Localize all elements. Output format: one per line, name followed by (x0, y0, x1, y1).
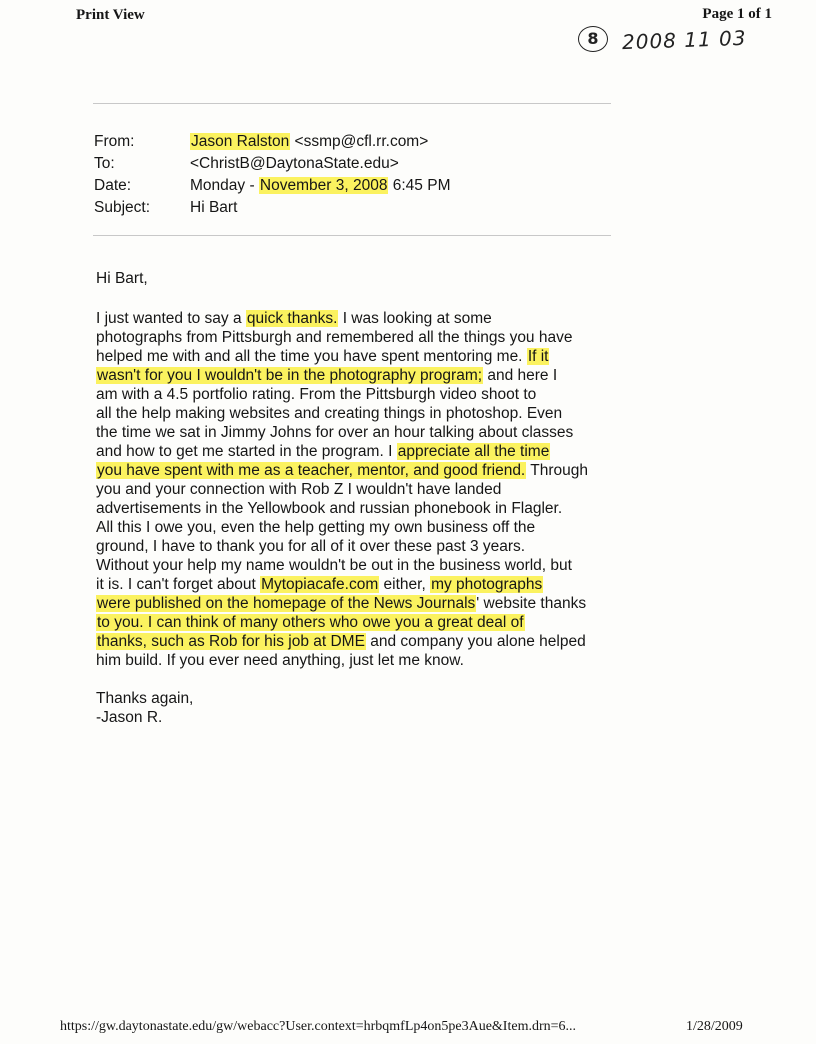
highlight: you have spent with me as a teacher, mentor, and good friend. (97, 462, 526, 479)
body-line: All this I owe you, even the help getting my own business off the (96, 519, 536, 536)
body-line (96, 632, 616, 651)
date-time: 6:45 PM (388, 177, 451, 194)
print-view-label: Print View (76, 7, 145, 23)
handwritten-date: 2008 11 03 (621, 25, 747, 55)
greeting: Hi Bart, (96, 270, 148, 287)
highlight: quick thanks. (246, 310, 338, 327)
email-headers (94, 131, 450, 219)
highlight: thanks, such as Rob for his job at DME (97, 633, 365, 650)
highlight: If it (527, 348, 549, 365)
text: and how to get me started in the program. I (96, 443, 397, 460)
footer-date: 1/28/2009 (686, 1019, 743, 1034)
body-line (96, 575, 616, 594)
body-line: am with a 4.5 portfolio rating. From the Pittsburgh video shoot to (96, 386, 537, 403)
date-value (190, 175, 450, 197)
text: either, (379, 576, 431, 593)
from-label: From: (94, 133, 135, 150)
body-line (96, 442, 616, 461)
body-line (96, 309, 616, 328)
body-line: photographs from Pittsburgh and remembered all the things you have (96, 329, 573, 346)
body-line (96, 366, 616, 385)
from-address: <ssmp@cfl.rr.com> (290, 133, 429, 150)
page-number: Page 1 of 1 (702, 6, 772, 22)
highlight: to you. I can think of many others who owe you a great deal of (97, 614, 524, 631)
footer-url: https://gw.daytonastate.edu/gw/webacc?User.context=hrbqmfLp4on5pe3Aue&Item.drn=6... (60, 1019, 577, 1034)
handwritten-annotation (578, 26, 778, 60)
text: I was looking at some (338, 310, 492, 327)
to-label: To: (94, 155, 115, 172)
subject-value: Hi Bart (190, 199, 238, 216)
circled-number: 8 (578, 26, 608, 52)
date-row (94, 175, 450, 197)
body-line (96, 461, 616, 480)
email-body (96, 309, 616, 670)
highlight: appreciate all the time (397, 443, 550, 460)
from-value (190, 131, 428, 153)
to-row (94, 153, 450, 175)
text: Through (526, 462, 589, 479)
date-label: Date: (94, 177, 132, 194)
body-line: him build. If you ever need anything, just let me know. (96, 652, 464, 669)
body-line: Without your help my name wouldn't be out in the business world, but (96, 557, 572, 574)
text: I just wanted to say a (96, 310, 246, 327)
body-line: you and your connection with Rob Z I wouldn't have landed (96, 481, 502, 498)
from-name: Jason Ralston (191, 133, 290, 150)
body-line: the time we sat in Jimmy Johns for over an hour talking about classes (96, 424, 574, 441)
signoff-name: -Jason R. (96, 709, 163, 726)
subject-label: Subject: (94, 199, 151, 216)
text: it is. I can't forget about (96, 576, 261, 593)
highlight: my photographs (431, 576, 543, 593)
highlight: were published on the homepage of the News Journals (97, 595, 476, 612)
text: and here I (483, 367, 558, 384)
body-line (96, 594, 616, 613)
text: helped me with and all the time you have spent mentoring me. (96, 348, 527, 365)
from-row (94, 131, 450, 153)
body-line (96, 613, 616, 632)
header-divider (93, 235, 611, 236)
body-line: advertisements in the Yellowbook and russian phonebook in Flagler. (96, 500, 563, 517)
body-line: ground, I have to thank you for all of it over these past 3 years. (96, 538, 526, 555)
body-line: all the help making websites and creating things in photoshop. Even (96, 405, 563, 422)
signoff-thanks: Thanks again, (96, 690, 194, 707)
highlight: Mytopiacafe.com (261, 576, 379, 593)
body-line (96, 347, 616, 366)
signoff (96, 689, 193, 727)
highlight: wasn't for you I wouldn't be in the photography program; (97, 367, 483, 384)
date-day: Monday - (190, 177, 259, 194)
top-divider (93, 103, 611, 104)
text: and company you alone helped (365, 633, 586, 650)
subject-row (94, 197, 450, 219)
date-date: November 3, 2008 (259, 177, 388, 194)
to-value: <ChristB@DaytonaState.edu> (190, 155, 399, 172)
text: ' website thanks (476, 595, 587, 612)
